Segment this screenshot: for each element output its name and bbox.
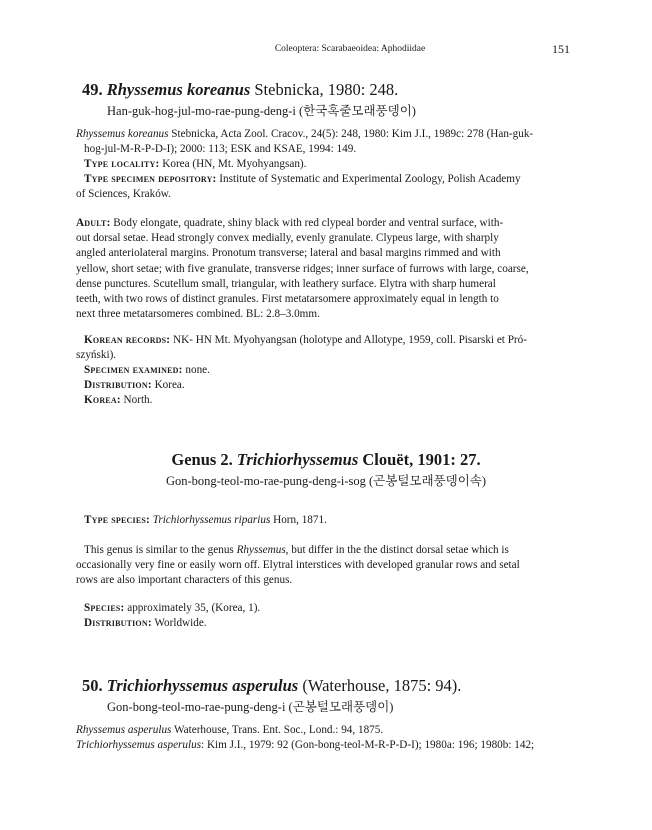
type-species-label: Type species: <box>84 514 150 526</box>
genus-2-description: This genus is similar to the genus Rhyssemus, but differ in the the distinct dorsal setae which is occasionally very fine or easily worn off. Elytral interstices with developed granular rows and setal rows are also important characters of this genus. <box>76 544 520 587</box>
adult-description <box>76 216 580 322</box>
genus-2-korean-name: Gon-bong-teol-mo-rae-pung-deng-i-sog (곤봉털모래풍뎅이속) <box>165 474 487 488</box>
genus-2-name: Trichiorhyssemus <box>236 450 359 469</box>
adult-label: Adult: <box>76 217 111 229</box>
korean-records-value-1: NK- HN Mt. Myohyangsan (holotype and Allotype, 1959, coll. Pisarski et Pró- <box>170 334 527 346</box>
species-50-name: Trichiorhyssemus asperulus <box>106 676 299 695</box>
specimen-examined <box>84 363 210 378</box>
type-locality <box>84 157 306 172</box>
type-depository-value-1: Institute of Systematic and Experimental Zoology, Polish Academy <box>216 173 521 185</box>
adult-line: yellow, short setae; with five granulate, transverse ridges; inner surface of furrows with large, coarse, <box>76 262 529 275</box>
specimen-examined-value: none. <box>182 364 210 376</box>
adult-line: next three metatarsomeres combined. BL: 2.8–3.0mm. <box>76 308 320 321</box>
type-species <box>84 513 327 528</box>
species-count-value: approximately 35, (Korea, 1). <box>124 602 261 614</box>
species-50-citation-2: Trichiorhyssemus asperulus: Kim J.I., 1979: 92 (Gon-bong-teol-M-R-P-D-I); 1980a: 196; 1980b: 142; <box>76 739 535 751</box>
adult-line: Adult: Body elongate, quadrate, shiny black with red clypeal border and ventral surface, with- <box>76 217 504 229</box>
adult-line: teeth, with two rows of distinct granules. First metatarsomere approximately equal in length to <box>76 293 499 306</box>
species-49-heading <box>82 80 398 100</box>
citation-text-1: Stebnicka, Acta Zool. Cracov., 24(5): 248, 1980: Kim J.I., 1989c: 278 (Han-guk- <box>168 128 534 140</box>
species-50-korean-name: Gon-bong-teol-mo-rae-pung-deng-i (곤봉털모래풍뎅이) <box>107 700 394 714</box>
species-50-author: (Waterhouse, 1875: 94). <box>298 676 462 695</box>
type-locality-label: Type locality: <box>84 158 160 170</box>
type-species-name: Trichiorhyssemus riparius <box>152 514 271 526</box>
citation-species-name: Rhyssemus koreanus <box>76 128 169 140</box>
species-49-korean-name: Han-guk-hog-jul-mo-rae-pung-deng-i (한국혹줄모래풍뎅이) <box>107 104 416 118</box>
distribution-value: Korea. <box>151 379 185 391</box>
species-49-citation <box>76 127 578 142</box>
species-50-number: 50. <box>82 676 103 695</box>
citation-text-2: hog-jul-M-R-P-D-I); 2000: 113; ESK and KSAE, 1994: 149. <box>84 143 357 155</box>
korean-records-label: Korean records: <box>84 334 171 346</box>
korea-label: Korea: <box>84 394 121 406</box>
type-locality-value: Korea (HN, Mt. Myohyangsan). <box>159 158 307 170</box>
page-number: 151 <box>552 42 570 56</box>
type-species-author: Horn, 1871. <box>270 514 327 526</box>
type-depository <box>84 172 521 187</box>
genus-distribution-value: Worldwide. <box>151 617 207 629</box>
type-depository-label: Type specimen depository: <box>84 173 217 185</box>
adult-line: angled anteriolateral margins. Pronotum transverse; lateral and basal margins rimmed and with <box>76 247 501 260</box>
type-depository-value-2: of Sciences, Kraków. <box>76 188 171 200</box>
species-49-author: Stebnicka, 1980: 248. <box>254 80 399 99</box>
species-50-heading <box>82 676 461 696</box>
genus-distribution-label: Distribution: <box>84 617 152 629</box>
genus-2-heading: Genus 2. Trichiorhyssemus Clouët, 1901: 27. <box>171 450 481 469</box>
adult-line: dense punctures. Scutellum small, triangular, with leathery surface. Elytra with sharp humeral <box>76 277 496 290</box>
specimen-examined-label: Specimen examined: <box>84 364 183 376</box>
adult-line: out dorsal setae. Head strongly convex medially, evenly granulate. Clypeus large, with sharply <box>76 232 499 245</box>
species-49-number: 49. <box>82 80 103 99</box>
korea-region <box>84 393 152 408</box>
korean-records-value-2: szyński). <box>76 349 117 361</box>
korea-value: North. <box>120 394 153 406</box>
species-50-citation-1: Rhyssemus asperulus Waterhouse, Trans. Ent. Soc., Lond.: 94, 1875. <box>76 724 384 736</box>
genus-2-distribution <box>84 616 207 631</box>
korean-records <box>84 333 527 348</box>
running-header: Coleoptera: Scarabaeoidea: Aphodiidae <box>274 44 426 54</box>
distribution-49 <box>84 378 185 393</box>
distribution-label: Distribution: <box>84 379 152 391</box>
genus-2-species <box>84 601 260 616</box>
species-count-label: Species: <box>84 602 125 614</box>
species-49-name: Rhyssemus koreanus <box>106 80 251 99</box>
